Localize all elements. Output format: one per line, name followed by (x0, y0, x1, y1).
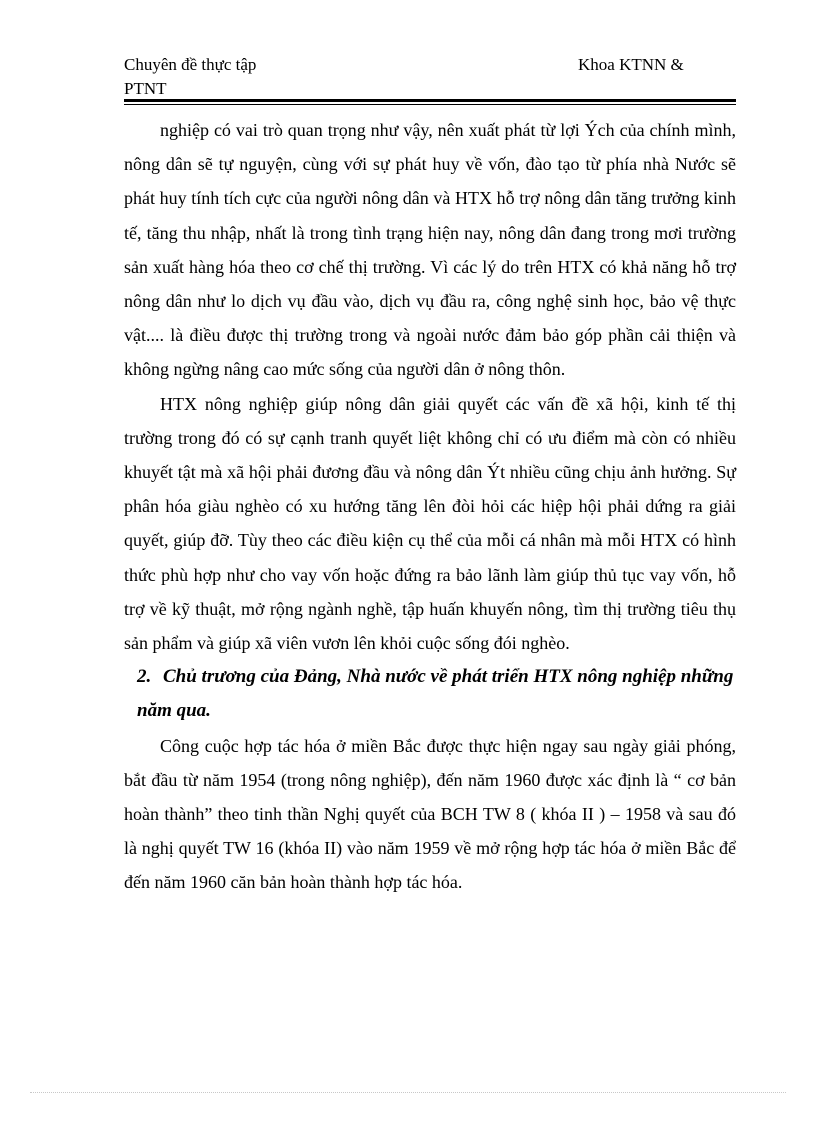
header-rule-thick (124, 99, 736, 102)
header-department: Khoa KTNN & (578, 55, 684, 74)
section-title: Chủ trương của Đảng, Nhà nước về phát triển HTX nông nghiệp những năm qua. (137, 666, 734, 722)
page-bottom-dotted-line (30, 1092, 786, 1093)
header-document-title: Chuyên đề thực tập (124, 55, 257, 74)
header-rule-thin (124, 104, 736, 105)
section-heading (124, 660, 736, 728)
header-department-continued: PTNT (124, 79, 167, 98)
body-paragraph-1: nghiệp có vai trò quan trọng như vậy, nên xuất phát từ lợi Ých của chính mình, nông dân sẽ tự nguyện, cùng với sự phát huy về vốn, đào tạo từ phía nhà Nước sẽ phát huy tính tích cực của người nông dân và HTX hỗ trợ nông dân tăng trưởng kinh tế, tăng thu nhập, nhất là trong tình trạng hiện nay, nông dân đang trong mơi trường sản xuất hàng hóa theo cơ chế thị trường. Vì các lý do trên HTX có khả năng hỗ trợ nông dân như lo dịch vụ đầu vào, dịch vụ đầu ra, công nghệ sinh học, bảo vệ thực vật.... là điều được thị trường trong và ngoài nước đảm bảo góp phần cải thiện và không ngừng nâng cao mức sống của người dân ở nông thôn. (124, 120, 736, 380)
body-paragraph-3: Công cuộc hợp tác hóa ở miền Bắc được thực hiện ngay sau ngày giải phóng, bắt đầu từ năm 1954 (trong nông nghiệp), đến năm 1960 được xác định là “ cơ bản hoàn thành” theo tinh thần Nghị quyết của BCH TW 8 ( khóa II ) – 1958 và sau đó là nghị quyết TW 16 (khóa II) vào năm 1959 về mở rộng hợp tác hóa ở miền Bắc để đến năm 1960 căn bản hoàn thành hợp tác hóa. (124, 735, 736, 893)
document-body (124, 113, 736, 900)
body-paragraph-2: HTX nông nghiệp giúp nông dân giải quyết các vấn đề xã hội, kinh tế thị trường trong đó có sự cạnh tranh quyết liệt không chỉ có ưu điểm mà còn có nhiều khuyết tật mà xã hội phải đương đầu và nông dân Ýt nhiều cũng chịu ảnh hưởng. Sự phân hóa giàu nghèo có xu hướng tăng lên đòi hỏi các hiệp hội phải dứng ra giải quyết, giúp đỡ. Tùy theo các điều kiện cụ thể của mỗi cá nhân mà mỗi HTX có hình thức phù hợp như cho vay vốn hoặc đứng ra bảo lãnh làm giúp thủ tục vay vốn, hỗ trợ về kỹ thuật, mở rộng ngành nghề, tập huấn khuyến nông, tìm thị trường tiêu thụ sản phẩm và giúp xã viên vươn lên khỏi cuộc sống đói nghèo. (124, 393, 736, 654)
section-number: 2. (137, 666, 152, 688)
